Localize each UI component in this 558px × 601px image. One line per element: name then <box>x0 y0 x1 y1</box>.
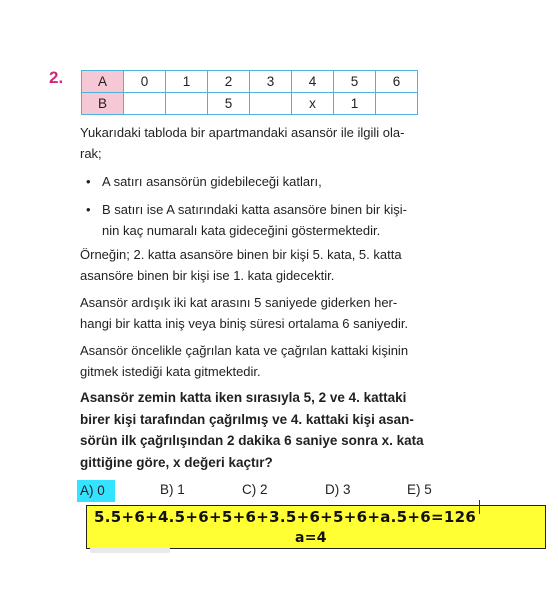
intro-paragraph <box>80 123 452 164</box>
table-cell: 2 <box>208 71 250 93</box>
bullet-item <box>86 200 452 241</box>
text-line: nin kaç numaralı kata gideceğini göstermektedir. <box>102 222 381 238</box>
text-line: gitmek istediği kata gitmektedir. <box>80 363 261 379</box>
table-cell: x <box>292 93 334 115</box>
text-line: gittiğine göre, x değeri kaçtır? <box>80 454 273 470</box>
text-line: sörün ilk çağrılışından 2 dakika 6 saniye sonra x. kata <box>80 433 424 448</box>
table-cell <box>250 93 292 115</box>
order-paragraph <box>80 341 452 382</box>
text-line: A satırı asansörün gidebileceği katları, <box>102 174 322 189</box>
bullet-dot-icon: • <box>86 174 91 189</box>
text-line: Asansör zemin katta iken sırasıyla 5, 2 ve 4. kattaki <box>80 390 407 405</box>
question-number: 2. <box>49 68 64 87</box>
table-cell: A <box>82 71 124 93</box>
text-line: hangi bir katta iniş veya biniş süresi ortalama 6 saniyedir. <box>80 315 409 331</box>
handwritten-result: a=4 <box>295 530 327 546</box>
table-cell: 4 <box>292 71 334 93</box>
handwritten-equation: 5.5+6+4.5+6+5+6+3.5+6+5+6+a.5+6=126 <box>94 508 477 526</box>
bullet-dot-icon: • <box>86 202 91 217</box>
text-line: B satırı ise A satırındaki katta asansöre binen bir kişi- <box>102 202 407 217</box>
text-line: Asansör ardışık iki kat arasını 5 saniyede giderken her- <box>80 295 398 310</box>
table-cell: B <box>82 93 124 115</box>
choice-d[interactable]: D) 3 <box>325 482 351 497</box>
text-line: Yukarıdaki tabloda bir apartmandaki asansör ile ilgili ola- <box>80 125 405 140</box>
table-cell: 5 <box>334 71 376 93</box>
pen-mark <box>479 500 480 514</box>
timing-paragraph <box>80 293 452 334</box>
choice-c[interactable]: C) 2 <box>242 482 268 497</box>
text-line: rak; <box>80 145 102 161</box>
table-cell <box>376 93 418 115</box>
faded-footer-text <box>90 547 170 553</box>
text-line: birer kişi tarafından çağrılmış ve 4. kattaki kişi asan- <box>80 411 414 427</box>
text-line: Örneğin; 2. katta asansöre binen bir kişi 5. kata, 5. katta <box>80 247 402 262</box>
text-line: asansöre binen bir kişi ise 1. kata gidecektir. <box>80 267 335 283</box>
table-cell: 1 <box>334 93 376 115</box>
choice-a[interactable]: A) 0 <box>77 480 115 502</box>
table-cell <box>166 93 208 115</box>
bullet-item <box>86 172 452 193</box>
table-row-b <box>82 93 418 115</box>
question-stem <box>80 387 460 473</box>
table-cell: 0 <box>124 71 166 93</box>
floor-table <box>81 70 418 115</box>
table-row-a <box>82 71 418 93</box>
choice-b[interactable]: B) 1 <box>160 482 185 497</box>
table-cell: 3 <box>250 71 292 93</box>
table-cell <box>124 93 166 115</box>
text-line: Asansör öncelikle çağrılan kata ve çağrılan kattaki kişinin <box>80 343 409 358</box>
choice-e[interactable]: E) 5 <box>407 482 432 497</box>
table-cell: 6 <box>376 71 418 93</box>
table-cell: 1 <box>166 71 208 93</box>
table-cell: 5 <box>208 93 250 115</box>
example-paragraph <box>80 245 452 286</box>
